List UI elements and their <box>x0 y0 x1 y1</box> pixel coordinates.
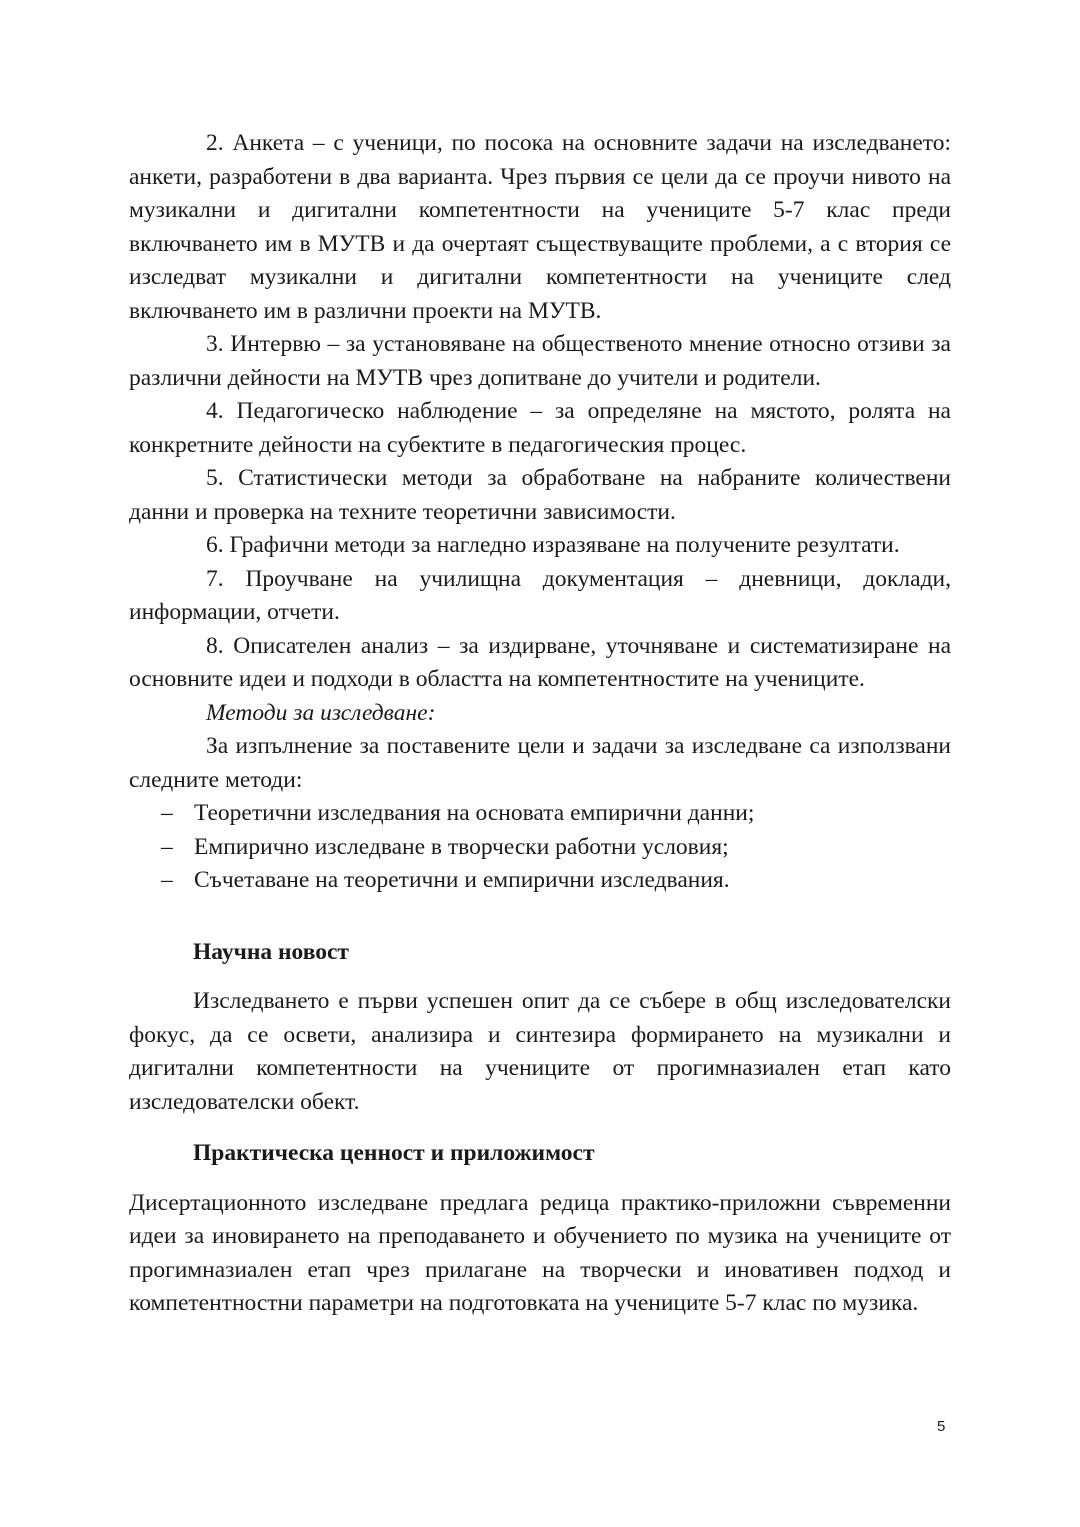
dash-bullet: – <box>161 800 173 826</box>
research-tool-3: 3. Интервю – за установяване на общественото мнение относно отзиви за различни дейности на МУТВ чрез допитване до учители и родители. <box>129 331 951 391</box>
practical-heading: Практическа ценност и приложимост <box>193 1140 595 1166</box>
list-item-text: Теоретични изследвания на основата емпирични данни; <box>194 800 755 826</box>
methods-list <box>129 797 951 898</box>
page-number: 5 <box>937 1418 946 1435</box>
methods-heading: Методи за изследване: <box>206 699 436 726</box>
research-tool-4: 4. Педагогическо наблюдение – за определяне на мястото, ролята на конкретните дейности на субектите в педагогическия процес. <box>129 398 951 458</box>
list-item <box>129 831 951 865</box>
practical-text: Дисертационното изследване предлага редица практико-приложни съвременни идеи за иновирането на преподаването и обучението по музика на учениците от прогимназиален етап чрез прилагане на творчески и иновативен подход и компетентностни параметри на подготовката на учениците 5-7 клас по музика. <box>129 1189 951 1316</box>
research-tool-8: 8. Описателен анализ – за издирване, уточняване и систематизиране на основните идеи и подходи в областта на компетентностите на учениците. <box>129 632 951 692</box>
research-tool-6: 6. Графични методи за нагледно изразяване на получените резултати. <box>206 532 900 558</box>
dash-bullet: – <box>161 833 173 860</box>
list-item-text: Емпирично изследване в творчески работни условия; <box>194 833 729 860</box>
novelty-text: Изследването е първи успешен опит да се събере в общ изследователски фокус, да се освети, анализира и синтезира формирането на музикални и дигитални компетентности на учениците от прогимназиален етап като изследователски обект. <box>129 988 951 1115</box>
list-item <box>129 864 951 898</box>
dash-bullet: – <box>161 867 173 893</box>
list-item-text: Съчетаване на теоретични и емпирични изследвания. <box>194 867 730 893</box>
research-tool-5: 5. Статистически методи за обработване на набраните количествени данни и проверка на техните теоретични зависимости. <box>129 465 951 525</box>
novelty-heading: Научна новост <box>193 938 349 965</box>
methods-intro: За изпълнение за поставените цели и задачи за изследване са използвани следните методи: <box>129 733 951 793</box>
research-tool-7: 7. Проучване на училищна документация – дневници, доклади, информации, отчети. <box>129 565 951 625</box>
document-page <box>129 127 951 1321</box>
research-tool-2: 2. Анкета – с ученици, по посока на основните задачи на изследването: анкети, разработени в два варианта. Чрез първия се цели да се проучи нивото на музикални и дигитални компетентности на учениците 5-7 клас преди включването им в МУТВ и да очертаят съществуващите проблеми, а с втория се изследват музикални и дигитални компетентности на учениците след включването им в различни проекти на МУТВ. <box>129 130 951 324</box>
list-item <box>129 797 951 831</box>
